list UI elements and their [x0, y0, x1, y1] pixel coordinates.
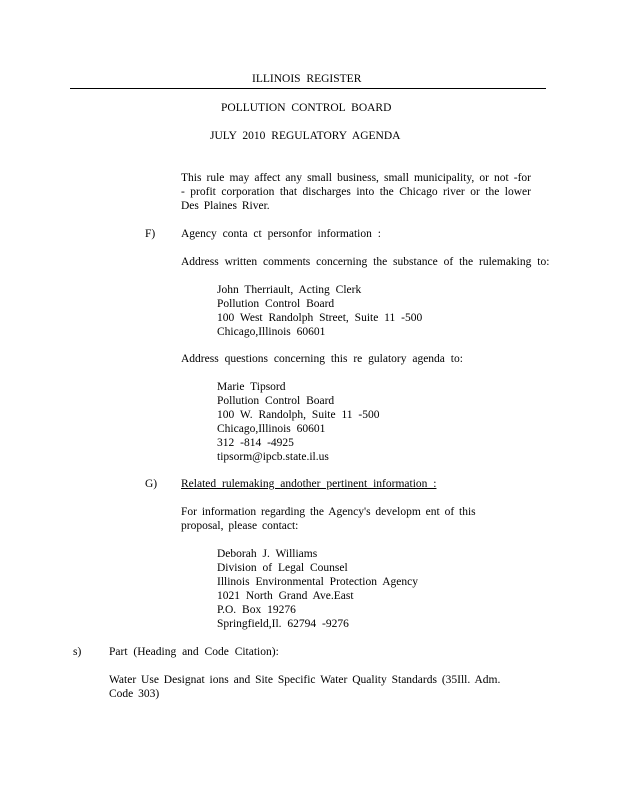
section-g-heading: Related rulemaking andother pertinent information : — [181, 478, 437, 490]
address-line: Division of Legal Counsel — [217, 562, 348, 574]
info-instruction: For information regarding the Agency's developm ent of this proposal, please contact: — [181, 506, 476, 532]
contact-address-block — [217, 547, 418, 631]
address-line: Deborah J. Williams — [217, 548, 318, 560]
phone-number: 312 -814 -4925 — [217, 437, 294, 449]
code-citation: Water Use Designat ions and Site Specific Water Quality Standards (35Ill. Adm. Code 303) — [109, 674, 501, 700]
address-line: Chicago,Illinois 60601 — [217, 326, 326, 338]
header-divider — [70, 88, 546, 89]
address-line: 1021 North Grand Ave.East — [217, 590, 354, 602]
address-line: Illinois Environmental Protection Agency — [217, 576, 418, 588]
address-line: Springfield,Il. 62794 -9276 — [217, 618, 349, 630]
questions-instruction: Address questions concerning this re gulatory agenda to: — [181, 353, 463, 365]
agenda-title: JULY 2010 REGULATORY AGENDA — [210, 130, 401, 142]
section-f-marker: F) — [145, 228, 156, 240]
comments-instruction: Address written comments concerning the substance of the rulemaking to: — [181, 256, 550, 268]
address-line: P.O. Box 19276 — [217, 604, 296, 616]
address-line: 100 W. Randolph, Suite 11 -500 — [217, 409, 380, 421]
address-line: John Therriault, Acting Clerk — [217, 284, 362, 296]
section-f-heading: Agency conta ct personfor information : — [181, 228, 381, 240]
section-s-heading: Part (Heading and Code Citation): — [109, 646, 279, 658]
email-address: tipsorm@ipcb.state.il.us — [217, 451, 329, 463]
section-g-marker: G) — [145, 478, 158, 490]
address-line: Marie Tipsord — [217, 381, 286, 393]
address-line: Chicago,Illinois 60601 — [217, 423, 326, 435]
intro-paragraph: This rule may affect any small business, small municipality, or not -for - profit corporation that discharges into the Chicago river or the lower Des Plaines River. — [181, 172, 531, 212]
address-line: Pollution Control Board — [217, 395, 335, 407]
address-line: 100 West Randolph Street, Suite 11 -500 — [217, 312, 423, 324]
questions-address-block — [217, 380, 379, 464]
register-title: ILLINOIS REGISTER — [252, 73, 362, 85]
comments-address-block — [217, 283, 422, 339]
address-line: Pollution Control Board — [217, 298, 335, 310]
board-title: POLLUTION CONTROL BOARD — [221, 102, 392, 114]
section-s-marker: s) — [73, 646, 82, 658]
